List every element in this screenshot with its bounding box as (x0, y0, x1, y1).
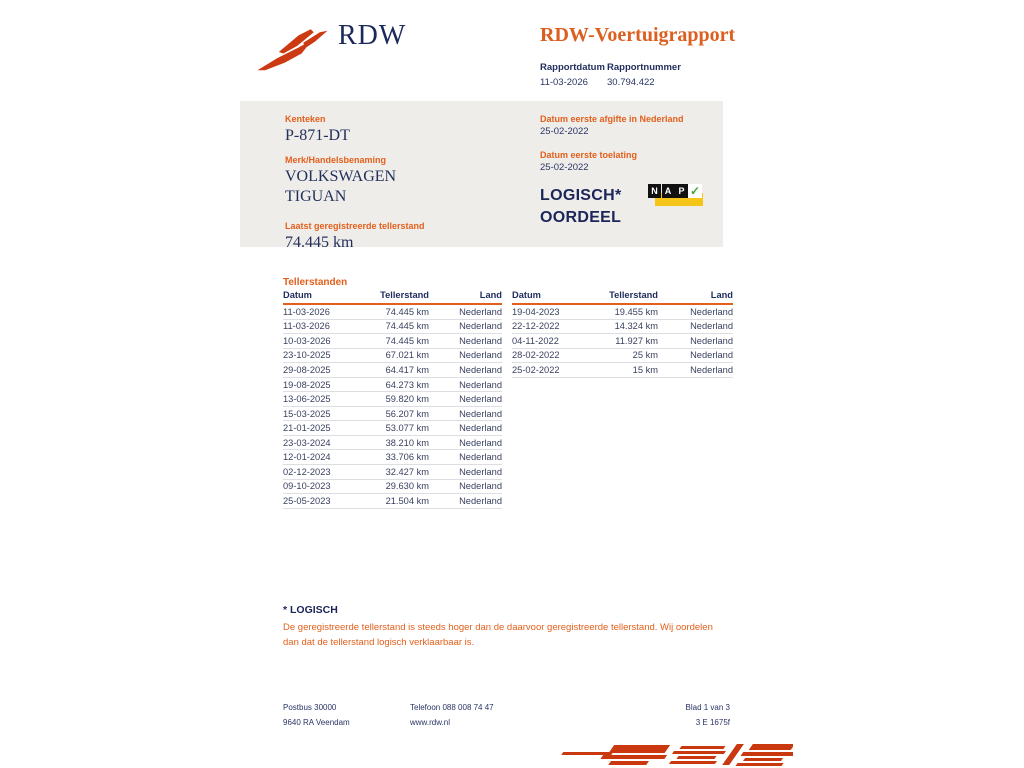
cell-tellerstand: 56.207 km (385, 408, 429, 419)
table-row (283, 363, 502, 378)
summary-right-column (540, 114, 720, 173)
rdw-logo (256, 20, 426, 78)
footnote-text: De geregistreerde tellerstand is steeds hoger dan de daarvoor geregistreerde tellerstand. Wij oordelen dan dat de tellerstand logisch verklaarbaar is. (283, 622, 713, 648)
table-row (283, 494, 502, 509)
cell-tellerstand: 64.273 km (385, 379, 429, 390)
cell-land: Nederland (690, 335, 733, 346)
cell-datum: 21-01-2025 (283, 423, 331, 434)
table-row (283, 392, 502, 407)
cell-tellerstand: 11.927 km (615, 335, 658, 346)
nap-letter-a: A (662, 184, 675, 198)
table-body (283, 305, 502, 509)
cell-tellerstand: 15 km (632, 364, 658, 375)
nap-checkmark-icon: ✓ (689, 184, 701, 198)
col-header-tellerstand: Tellerstand (380, 290, 429, 300)
tellerstanden-title: Tellerstanden (283, 277, 348, 288)
footer-website: www.rdw.nl (410, 717, 451, 727)
rdw-wordmark: RDW (338, 20, 407, 51)
nap-letter-p: P (675, 184, 688, 198)
summary-left-column (285, 114, 425, 253)
col-header-datum: Datum (283, 290, 312, 300)
cell-land: Nederland (459, 452, 502, 463)
table-row (283, 450, 502, 465)
rapportdatum-value: 11-03-2026 (540, 77, 588, 88)
rapportnummer-value: 30.794.422 (607, 77, 655, 88)
cell-land: Nederland (459, 495, 502, 506)
cell-datum: 23-03-2024 (283, 437, 331, 448)
table-row (283, 305, 502, 320)
oordeel-text (540, 185, 622, 229)
table-row (512, 305, 733, 320)
cell-datum: 25-05-2023 (283, 495, 331, 506)
col-header-land: Land (479, 290, 502, 300)
table-row (283, 349, 502, 364)
report-header (540, 24, 800, 88)
cell-land: Nederland (459, 408, 502, 419)
cell-datum: 15-03-2025 (283, 408, 331, 419)
cell-tellerstand: 74.445 km (385, 335, 429, 346)
bottom-decorative-stripes (543, 741, 793, 768)
col-header-datum: Datum (512, 290, 541, 300)
cell-land: Nederland (690, 364, 733, 375)
table-row (283, 378, 502, 393)
rapportdatum-label: Rapportdatum (540, 62, 605, 73)
nap-letter-n: N (648, 184, 661, 198)
table-row (283, 421, 502, 436)
rapportnummer-label: Rapportnummer (607, 62, 681, 73)
cell-datum: 19-04-2023 (512, 306, 560, 317)
toelating-value: 25-02-2022 (540, 162, 589, 173)
tellerstanden-table-right (512, 290, 733, 378)
table-row (283, 334, 502, 349)
cell-tellerstand: 38.210 km (385, 437, 429, 448)
footer-phone: Telefoon 088 008 74 47 (410, 703, 494, 712)
toelating-label: Datum eerste toelating (540, 150, 638, 160)
footer-page-number: Blad 1 van 3 (685, 703, 730, 712)
footer-doc-code: 3 E 1675f (695, 717, 730, 727)
cell-datum: 28-02-2022 (512, 350, 560, 361)
cell-datum: 12-01-2024 (283, 452, 331, 463)
table-row (512, 320, 733, 335)
cell-datum: 19-08-2025 (283, 379, 331, 390)
table-body (512, 305, 733, 378)
cell-land: Nederland (459, 350, 502, 361)
cell-tellerstand: 67.021 km (385, 350, 429, 361)
report-meta (540, 62, 800, 88)
footer-pagination (580, 701, 730, 730)
kenteken-label: Kenteken (285, 114, 326, 124)
cell-datum: 29-08-2025 (283, 364, 331, 375)
cell-tellerstand: 25 km (632, 350, 658, 361)
report-title: RDW-Voertuigrapport (540, 24, 736, 46)
cell-tellerstand: 29.630 km (385, 481, 429, 492)
table-row (283, 465, 502, 480)
cell-datum: 11-03-2026 (283, 306, 330, 317)
cell-datum: 23-10-2025 (283, 350, 331, 361)
cell-land: Nederland (690, 321, 733, 332)
cell-land: Nederland (459, 394, 502, 405)
cell-land: Nederland (459, 335, 502, 346)
footer-address-line2: 9640 RA Veendam (283, 717, 350, 727)
cell-tellerstand: 74.445 km (385, 306, 429, 317)
merk-value-line1: VOLKSWAGEN (285, 168, 397, 185)
cell-datum: 22-12-2022 (512, 321, 560, 332)
col-header-tellerstand: Tellerstand (609, 290, 658, 300)
table-row (283, 407, 502, 422)
cell-datum: 09-10-2023 (283, 481, 331, 492)
cell-land: Nederland (690, 306, 733, 317)
table-header (283, 290, 502, 305)
cell-tellerstand: 19.455 km (614, 306, 658, 317)
cell-land: Nederland (690, 350, 733, 361)
cell-datum: 02-12-2023 (283, 466, 331, 477)
cell-land: Nederland (459, 481, 502, 492)
logisch-footnote (283, 604, 728, 650)
laatste-tellerstand-value: 74.445 km (285, 234, 354, 251)
table-row (512, 349, 733, 364)
tellerstanden-table-left (283, 290, 502, 509)
table-row (283, 320, 502, 335)
merk-label: Merk/Handelsbenaming (285, 155, 387, 165)
cell-land: Nederland (459, 364, 502, 375)
afgifte-value: 25-02-2022 (540, 126, 589, 137)
cell-land: Nederland (459, 306, 502, 317)
vehicle-summary-panel (240, 101, 723, 251)
cell-tellerstand: 53.077 km (385, 423, 429, 434)
cell-tellerstand: 64.417 km (385, 364, 429, 375)
nap-logo (648, 184, 704, 210)
table-row (512, 363, 733, 378)
cell-land: Nederland (459, 379, 502, 390)
cell-land: Nederland (459, 437, 502, 448)
oordeel-line2: OORDEEL (540, 209, 622, 226)
cell-datum: 04-11-2022 (512, 335, 559, 346)
cell-tellerstand: 14.324 km (614, 321, 658, 332)
cell-land: Nederland (459, 466, 502, 477)
cell-tellerstand: 59.820 km (385, 394, 429, 405)
footer-contact (410, 701, 494, 730)
col-header-land: Land (710, 290, 733, 300)
afgifte-label: Datum eerste afgifte in Nederland (540, 114, 684, 124)
footnote-title: * LOGISCH (283, 604, 338, 616)
cell-tellerstand: 21.504 km (385, 495, 429, 506)
rdw-bird-icon (256, 24, 332, 74)
table-header (512, 290, 733, 305)
cell-datum: 25-02-2022 (512, 364, 560, 375)
laatste-tellerstand-label: Laatst geregistreerde tellerstand (285, 221, 425, 231)
merk-value-line2: TIGUAN (285, 188, 347, 205)
table-row (283, 436, 502, 451)
table-row (512, 334, 733, 349)
cell-tellerstand: 32.427 km (385, 466, 429, 477)
cell-datum: 13-06-2025 (283, 394, 331, 405)
cell-datum: 10-03-2026 (283, 335, 331, 346)
cell-tellerstand: 33.706 km (385, 452, 429, 463)
footer-address-line1: Postbus 30000 (283, 703, 337, 712)
cell-land: Nederland (459, 423, 502, 434)
oordeel-line1: LOGISCH* (540, 187, 622, 204)
table-row (283, 480, 502, 495)
kenteken-value: P-871-DT (285, 127, 350, 144)
footer-address (283, 701, 350, 730)
cell-tellerstand: 74.445 km (385, 321, 429, 332)
cell-land: Nederland (459, 321, 502, 332)
cell-datum: 11-03-2026 (283, 321, 330, 332)
